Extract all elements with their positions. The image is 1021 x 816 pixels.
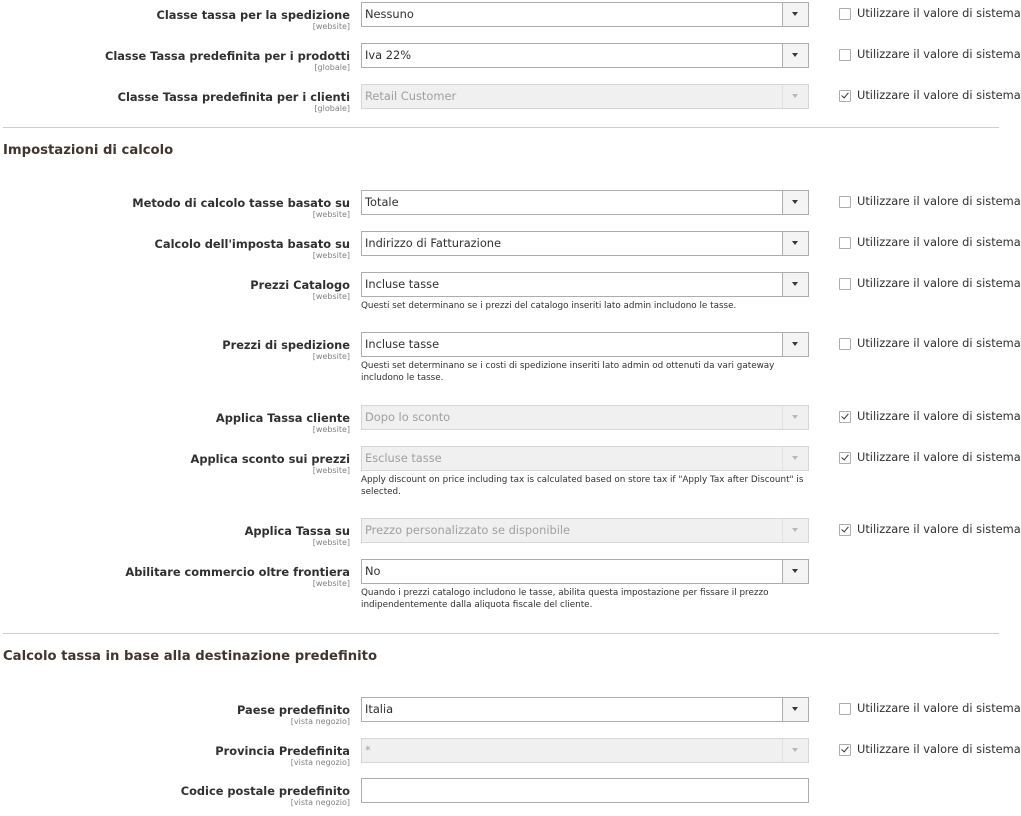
use-system-value-checkbox[interactable] bbox=[839, 524, 851, 536]
select-value: Retail Customer bbox=[365, 89, 457, 103]
section-title-destination[interactable]: Calcolo tassa in base alla destinazione predefinito bbox=[3, 649, 378, 664]
chevron-down-icon bbox=[782, 447, 808, 470]
label-text: Provincia Predefinita bbox=[215, 744, 350, 758]
use-system-value-checkbox[interactable] bbox=[839, 278, 851, 290]
chevron-down-icon bbox=[782, 85, 808, 108]
default-postcode-input[interactable] bbox=[361, 778, 809, 803]
calc-based-on-select[interactable] bbox=[361, 231, 809, 256]
use-system-value-checkbox[interactable] bbox=[839, 237, 851, 249]
use-system-value-label[interactable]: Utilizzare il valore di sistema bbox=[857, 6, 1021, 20]
use-system-value-checkbox[interactable] bbox=[839, 452, 851, 464]
use-system-value-label[interactable]: Utilizzare il valore di sistema bbox=[857, 742, 1021, 756]
field-label bbox=[118, 84, 350, 114]
field-label bbox=[237, 697, 350, 727]
label-text: Classe Tassa predefinita per i prodotti bbox=[104, 49, 350, 63]
apply-tax-on-select bbox=[361, 518, 809, 543]
scope-text: [vista negozio] bbox=[290, 717, 350, 726]
chevron-down-icon[interactable] bbox=[782, 3, 808, 26]
scope-text: [globale] bbox=[314, 63, 350, 72]
use-system-value-checkbox[interactable] bbox=[839, 90, 851, 102]
use-system-value-label[interactable]: Utilizzare il valore di sistema bbox=[857, 276, 1021, 290]
select-value: Indirizzo di Fatturazione bbox=[365, 236, 502, 250]
label-text: Abilitare commercio oltre frontiera bbox=[125, 565, 350, 579]
use-system-value-checkbox[interactable] bbox=[839, 8, 851, 20]
default-state-select bbox=[361, 738, 809, 763]
label-text: Applica Tassa su bbox=[244, 524, 350, 538]
scope-text: [globale] bbox=[314, 104, 350, 113]
select-value: Escluse tasse bbox=[365, 451, 442, 465]
chevron-down-icon[interactable] bbox=[782, 232, 808, 255]
select-value: Italia bbox=[365, 702, 394, 716]
scope-text: [website] bbox=[312, 210, 350, 219]
use-system-value-label[interactable]: Utilizzare il valore di sistema bbox=[857, 409, 1021, 423]
chevron-down-icon[interactable] bbox=[782, 560, 808, 583]
select-value: Totale bbox=[365, 195, 399, 209]
scope-text: [website] bbox=[312, 579, 350, 588]
scope-text: [website] bbox=[312, 466, 350, 475]
field-label bbox=[216, 405, 350, 435]
scope-text: [vista negozio] bbox=[290, 798, 350, 807]
apply-discount-on-prices-select bbox=[361, 446, 809, 471]
field-label bbox=[245, 518, 350, 548]
section-divider bbox=[3, 633, 999, 634]
field-note: Quando i prezzi catalogo includono le tasse, abilita questa impostazione per fissare il prezzo indipendentemente dalla aliquota fiscale del cliente. bbox=[361, 588, 769, 610]
scope-text: [website] bbox=[312, 352, 350, 361]
use-system-value-checkbox[interactable] bbox=[839, 196, 851, 208]
scope-text: [website] bbox=[312, 538, 350, 547]
select-value: No bbox=[365, 564, 381, 578]
use-system-value-checkbox[interactable] bbox=[839, 338, 851, 350]
chevron-down-icon[interactable] bbox=[782, 698, 808, 721]
scope-text: [website] bbox=[312, 251, 350, 260]
label-text: Applica sconto sui prezzi bbox=[190, 452, 350, 466]
use-system-value-checkbox[interactable] bbox=[839, 49, 851, 61]
select-value: Iva 22% bbox=[365, 48, 412, 62]
field-note: Questi set determinano se i costi di spedizione inseriti lato admin od ottenuti da vari gateway includono le tasse. bbox=[361, 361, 775, 383]
label-text: Metodo di calcolo tasse basato su bbox=[132, 196, 350, 210]
label-text: Prezzi Catalogo bbox=[250, 278, 350, 292]
use-system-value-label[interactable]: Utilizzare il valore di sistema bbox=[857, 194, 1021, 208]
select-value: Nessuno bbox=[365, 7, 414, 21]
label-text: Codice postale predefinito bbox=[180, 784, 350, 798]
calc-method-select[interactable] bbox=[361, 190, 809, 215]
scope-text: [website] bbox=[312, 292, 350, 301]
field-label bbox=[157, 2, 350, 32]
select-value: Incluse tasse bbox=[365, 277, 440, 291]
scope-text: [website] bbox=[312, 425, 350, 434]
use-system-value-checkbox[interactable] bbox=[839, 703, 851, 715]
field-label bbox=[215, 738, 350, 768]
field-label bbox=[105, 43, 350, 73]
chevron-down-icon bbox=[782, 519, 808, 542]
shipping-prices-select[interactable] bbox=[361, 332, 809, 357]
field-label bbox=[155, 231, 350, 261]
chevron-down-icon[interactable] bbox=[782, 273, 808, 296]
chevron-down-icon[interactable] bbox=[782, 333, 808, 356]
scope-text: [vista negozio] bbox=[290, 758, 350, 767]
default-customer-tax-class-select bbox=[361, 84, 809, 109]
select-value: Prezzo personalizzato se disponibile bbox=[365, 523, 571, 537]
select-value: Incluse tasse bbox=[365, 337, 440, 351]
use-system-value-label[interactable]: Utilizzare il valore di sistema bbox=[857, 47, 1021, 61]
use-system-value-checkbox[interactable] bbox=[839, 411, 851, 423]
label-text: Classe tassa per la spedizione bbox=[156, 8, 350, 22]
field-note: Apply discount on price including tax is calculated based on store tax if "Apply Tax after Discount" is selected. bbox=[361, 475, 804, 497]
field-label bbox=[222, 332, 350, 362]
use-system-value-checkbox[interactable] bbox=[839, 744, 851, 756]
section-divider bbox=[3, 127, 999, 128]
use-system-value-label[interactable]: Utilizzare il valore di sistema bbox=[857, 235, 1021, 249]
field-label bbox=[181, 778, 350, 808]
cross-border-trade-select[interactable] bbox=[361, 559, 809, 584]
use-system-value-label[interactable]: Utilizzare il valore di sistema bbox=[857, 701, 1021, 715]
label-text: Paese predefinito bbox=[236, 703, 350, 717]
chevron-down-icon bbox=[782, 406, 808, 429]
default-product-tax-class-select[interactable] bbox=[361, 43, 809, 68]
scope-text: [website] bbox=[312, 22, 350, 31]
apply-customer-tax-select bbox=[361, 405, 809, 430]
use-system-value-label[interactable]: Utilizzare il valore di sistema bbox=[857, 522, 1021, 536]
use-system-value-label[interactable]: Utilizzare il valore di sistema bbox=[857, 88, 1021, 102]
select-value: * bbox=[365, 743, 371, 757]
label-text: Calcolo dell'imposta basato su bbox=[154, 237, 350, 251]
chevron-down-icon bbox=[782, 739, 808, 762]
field-note: Questi set determinano se i prezzi del catalogo inseriti lato admin includono le tasse. bbox=[361, 301, 737, 311]
select-value: Dopo lo sconto bbox=[365, 410, 451, 424]
shipping-tax-class-select[interactable] bbox=[361, 2, 809, 27]
field-label bbox=[132, 190, 350, 220]
catalog-prices-select[interactable] bbox=[361, 272, 809, 297]
section-title-calculation[interactable]: Impostazioni di calcolo bbox=[3, 143, 174, 158]
field-label bbox=[125, 559, 350, 589]
label-text: Prezzi di spedizione bbox=[222, 338, 350, 352]
chevron-down-icon[interactable] bbox=[782, 44, 808, 67]
field-label bbox=[191, 446, 350, 476]
use-system-value-label[interactable]: Utilizzare il valore di sistema bbox=[857, 336, 1021, 350]
field-label bbox=[250, 272, 350, 302]
chevron-down-icon[interactable] bbox=[782, 191, 808, 214]
label-text: Applica Tassa cliente bbox=[215, 411, 350, 425]
use-system-value-label[interactable]: Utilizzare il valore di sistema bbox=[857, 450, 1021, 464]
label-text: Classe Tassa predefinita per i clienti bbox=[117, 90, 350, 104]
default-country-select[interactable] bbox=[361, 697, 809, 722]
